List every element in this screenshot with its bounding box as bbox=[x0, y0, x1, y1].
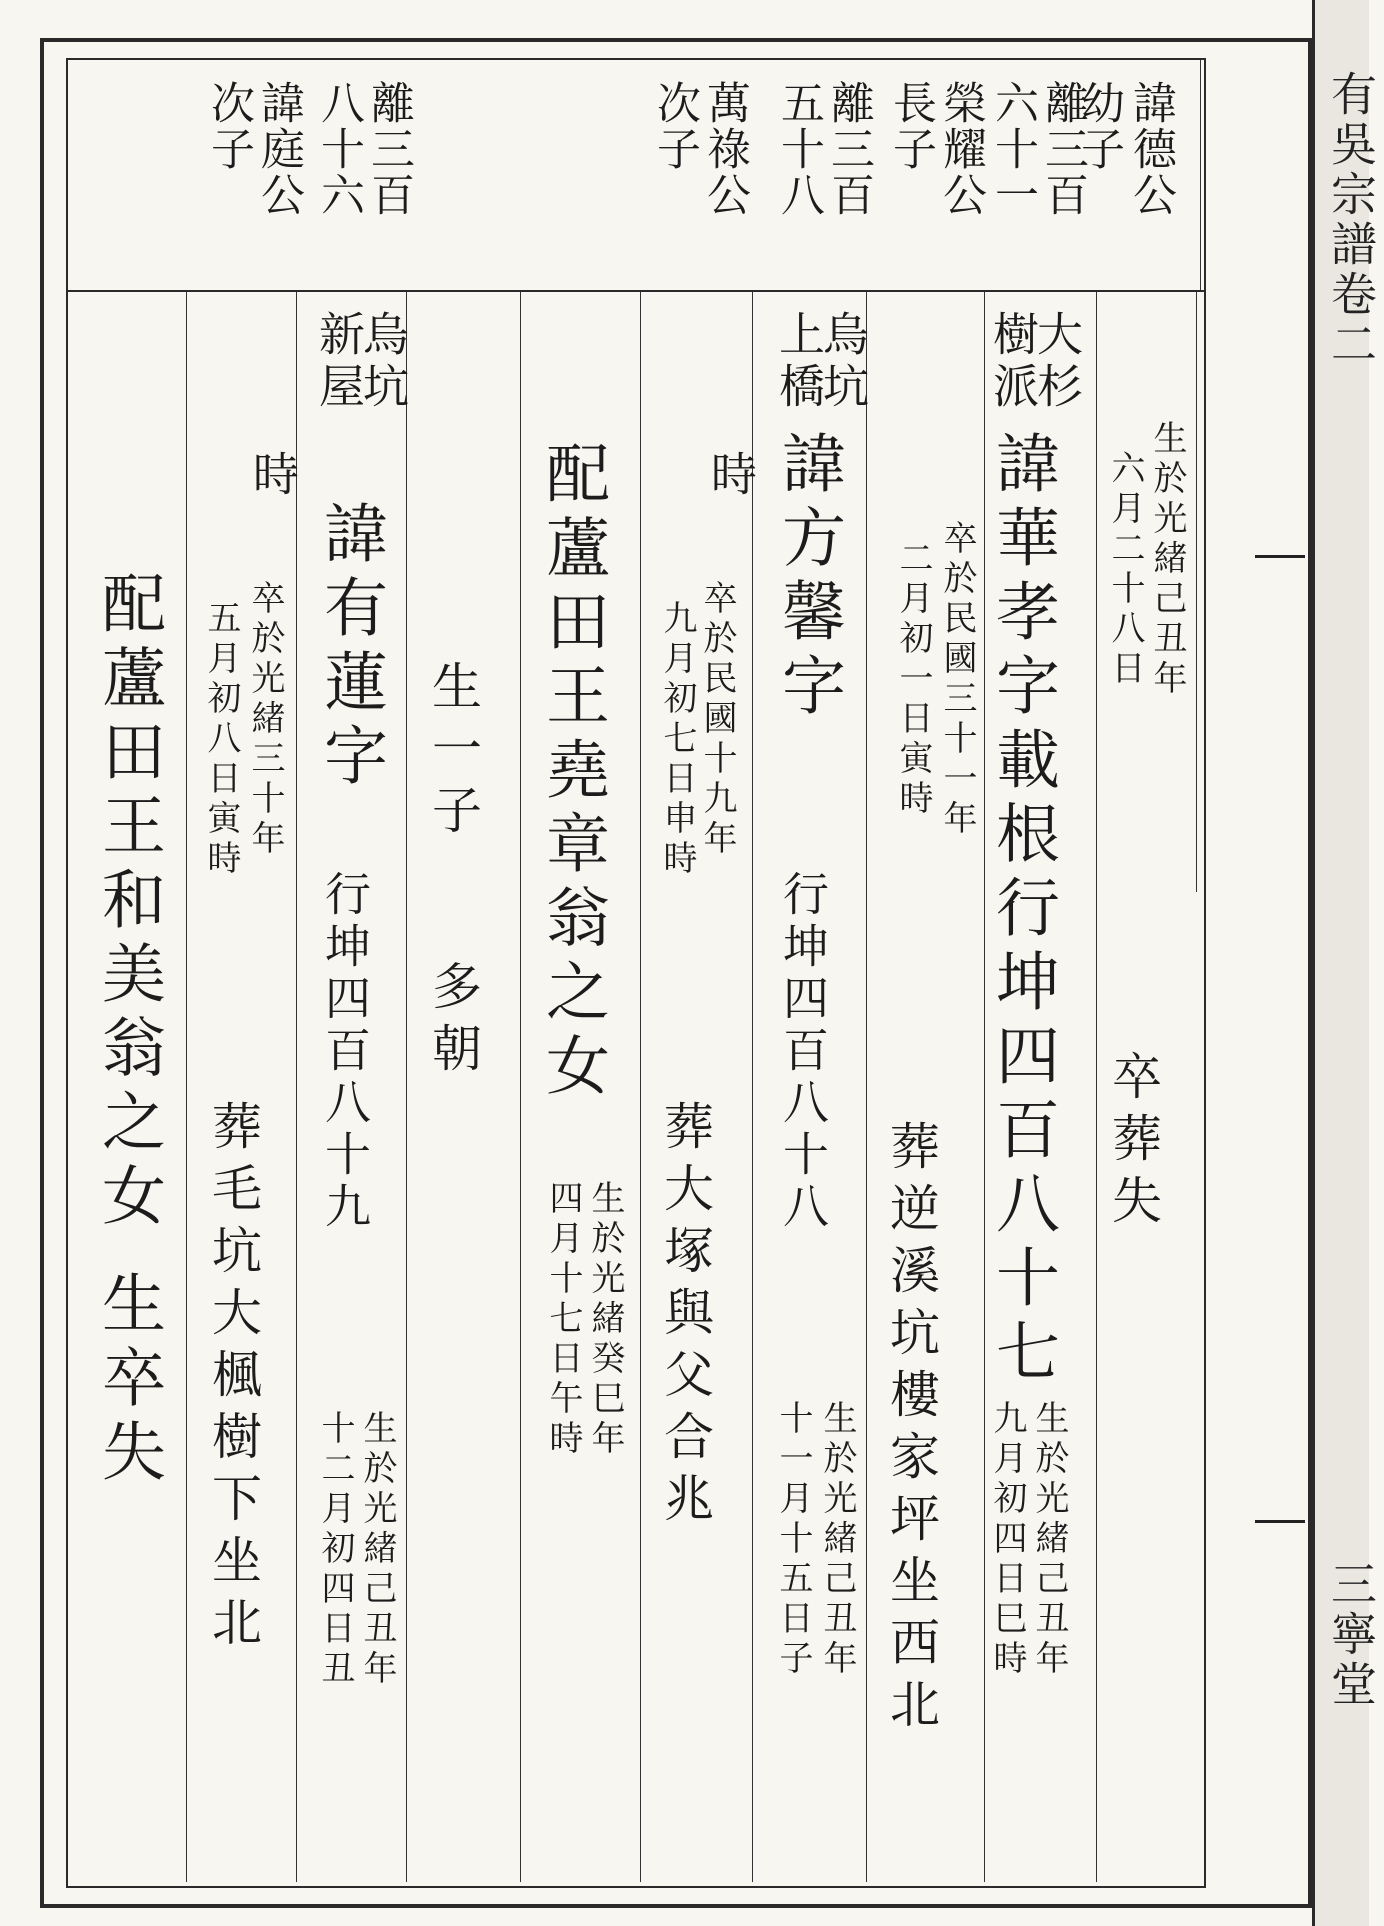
entry5-death-b: 五月初八日寅時 bbox=[201, 600, 241, 880]
entry5-generation: 行坤四百八十九 bbox=[318, 870, 372, 1234]
entry1-birth-a: 生於光緒己丑年 bbox=[1147, 420, 1187, 700]
entry3-time-label: 時 bbox=[704, 450, 758, 502]
spine-rule bbox=[1255, 1520, 1305, 1523]
entry5-birth-a: 生於光緒己丑年 bbox=[357, 1410, 397, 1690]
entry5-place-b: 新屋 bbox=[312, 310, 366, 414]
column-divider bbox=[520, 292, 521, 1882]
column-divider bbox=[1096, 292, 1097, 1882]
column-divider bbox=[752, 292, 753, 1882]
header-col-6a: 離三百 bbox=[363, 80, 414, 218]
column-divider bbox=[186, 292, 187, 1882]
entry2-name: 諱華孝字載根行坤四百八十七 bbox=[985, 430, 1059, 1392]
entry5-death-a: 卒於光緒三十年 bbox=[245, 580, 285, 860]
entry5-place-a: 烏坑 bbox=[356, 310, 410, 414]
entry4-child-name: 多朝 bbox=[424, 960, 482, 1084]
header-col-2a: 離三百 bbox=[1037, 80, 1088, 218]
entry3-spouse-birth-b: 四月十七日午時 bbox=[543, 1180, 583, 1460]
entry3-spouse: 配蘆田王堯章翁之女 bbox=[535, 440, 609, 1106]
entry4-children: 生一子 bbox=[424, 660, 482, 846]
column-divider bbox=[406, 292, 407, 1882]
entry3-generation: 行坤四百八十八 bbox=[776, 870, 830, 1234]
entry3-birth-a: 生於光緒己丑年 bbox=[817, 1400, 857, 1680]
header-col-3b: 長子 bbox=[885, 80, 936, 172]
entry2-death-b: 二月初一日寅時 bbox=[893, 540, 933, 820]
entry6-tail: 生卒失 bbox=[91, 1270, 165, 1492]
header-col-6b: 八十六 bbox=[313, 80, 364, 218]
entry2-place-b: 樹派 bbox=[986, 310, 1040, 414]
entry5-birth-b: 十二月初四日丑 bbox=[315, 1410, 355, 1690]
spine-rule bbox=[1255, 555, 1305, 558]
header-col-1b: 幼子 bbox=[1073, 80, 1124, 172]
entry2-place-a: 大杉 bbox=[1030, 310, 1084, 414]
entry1-birth-b: 六月二十八日 bbox=[1105, 450, 1145, 690]
header-col-2b: 六十一 bbox=[987, 80, 1038, 218]
header-divider-line bbox=[1200, 60, 1201, 290]
entry2-note-birth-b: 九月初四日巳時 bbox=[987, 1400, 1027, 1680]
entry2-note-birth-a: 生於光緒己丑年 bbox=[1029, 1400, 1069, 1680]
entry3-spouse-birth-a: 生於光緒癸巳年 bbox=[585, 1180, 625, 1460]
entry3-place-b: 上橋 bbox=[772, 310, 826, 414]
entry5-name: 諱有蓮字 bbox=[313, 500, 387, 796]
entry5-time-label: 時 bbox=[246, 450, 300, 502]
entry3-burial: 葬大塚與父合兆 bbox=[656, 1100, 714, 1534]
header-col-7b: 次子 bbox=[203, 80, 254, 172]
header-col-7a: 諱庭公 bbox=[253, 80, 304, 218]
entry2-death-a: 卒於民國三十一年 bbox=[937, 520, 977, 840]
entry3-place-a: 烏坑 bbox=[816, 310, 870, 414]
column-divider bbox=[866, 292, 867, 1882]
header-col-3a: 榮耀公 bbox=[935, 80, 986, 218]
entry3-death-b: 九月初七日申時 bbox=[657, 600, 697, 880]
column-divider bbox=[1196, 292, 1197, 892]
column-divider bbox=[640, 292, 641, 1882]
spine-title: 有吳宗譜卷二 bbox=[1324, 70, 1378, 370]
header-col-4b: 五十八 bbox=[773, 80, 824, 218]
header-divider bbox=[66, 290, 1206, 292]
entry3-birth-b: 十一月十五日子 bbox=[773, 1400, 813, 1680]
header-col-5b: 次子 bbox=[649, 80, 700, 172]
entry5-burial: 葬毛坑大楓樹下坐北 bbox=[204, 1100, 262, 1658]
header-col-4a: 離三百 bbox=[823, 80, 874, 218]
entry2-burial: 葬逆溪坑樓家坪坐西北 bbox=[882, 1120, 940, 1740]
spine-folio: 三寧堂 bbox=[1324, 1560, 1378, 1710]
header-col-5a: 萬祿公 bbox=[699, 80, 750, 218]
entry3-name: 諱方馨字 bbox=[771, 430, 845, 726]
entry1-death: 卒葬失 bbox=[1104, 1050, 1162, 1236]
entry6-spouse: 配蘆田王和美翁之女 bbox=[91, 570, 165, 1236]
column-divider bbox=[296, 292, 297, 1882]
entry3-death-a: 卒於民國十九年 bbox=[697, 580, 737, 860]
header-col-1a: 諱德公 bbox=[1125, 80, 1176, 218]
